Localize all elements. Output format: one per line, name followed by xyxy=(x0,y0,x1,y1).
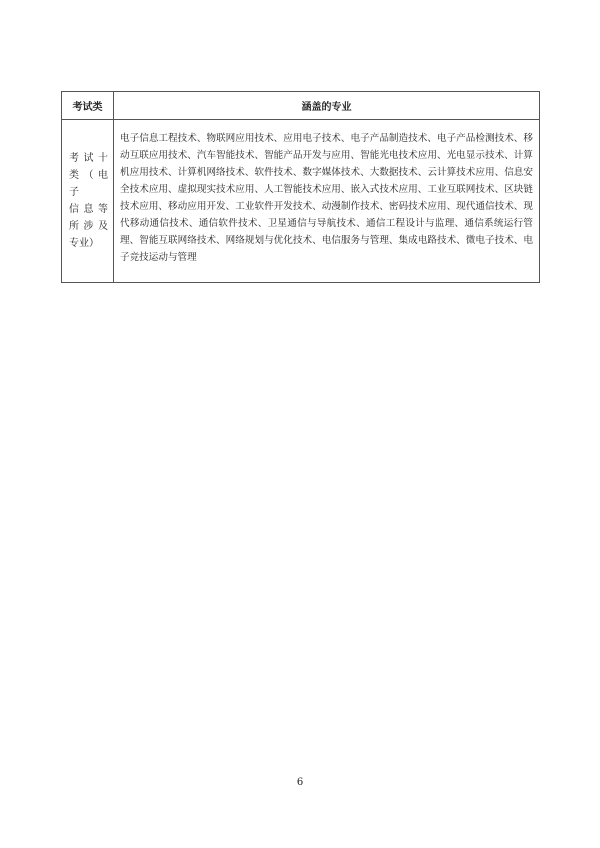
majors-cell: 电子信息工程技术、物联网应用技术、应用电子技术、电子产品制造技术、电子产品检测技术、移动互联应用技术、汽车智能技术、智能产品开发与应用、智能光电技术应用、光电显示技术、计算机应用技术、计算机网络技术、软件技术、数字媒体技术、大数据技术、云计算技术应用、信息安全技术应用、虚拟现实技术应用、人工智能技术应用、嵌入式技术应用、工业互联网技术、区块链技术应用、移动应用开发、工业软件开发技术、动漫制作技术、密码技术应用、现代通信技术、现代移动通信技术、通信软件技术、卫星通信与导航技术、通信工程设计与监理、通信系统运行管理、智能互联网络技术、网络规划与优化技术、电信服务与管理、集成电路技术、微电子技术、电子竞技运动与管理 xyxy=(114,120,540,283)
header-majors: 涵盖的专业 xyxy=(114,92,540,120)
page-number: 6 xyxy=(296,777,304,788)
majors-table xyxy=(61,91,540,283)
category-line: 类（电子 xyxy=(69,170,108,198)
category-line: 所涉及 xyxy=(69,221,108,232)
category-line: 信息等 xyxy=(69,204,108,215)
table-row xyxy=(62,120,540,283)
category-cell xyxy=(62,120,114,283)
category-line: 专业） xyxy=(69,238,99,249)
category-line: 考试十 xyxy=(69,153,108,164)
header-category: 考试类 xyxy=(62,92,114,120)
table-header-row xyxy=(62,92,540,120)
